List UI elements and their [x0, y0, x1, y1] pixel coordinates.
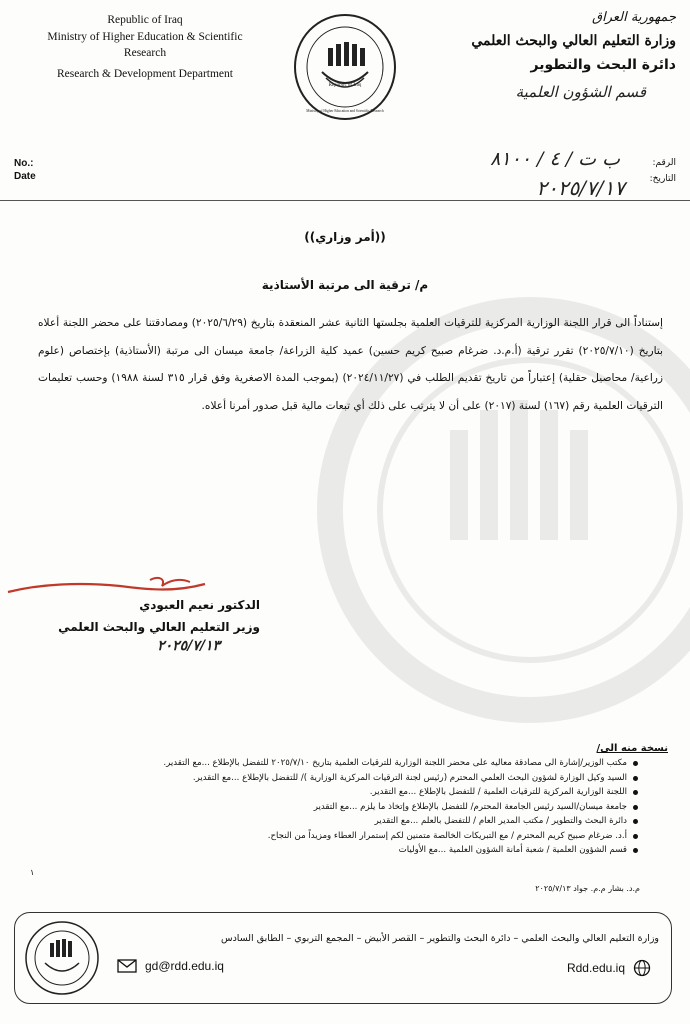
- header-republic: جمهورية العراق: [592, 10, 676, 25]
- header-en-line: Republic of Iraq: [107, 14, 183, 26]
- globe-icon: [633, 959, 651, 977]
- email-text: gd@rdd.edu.iq: [145, 959, 224, 973]
- date-label: Date: [14, 171, 36, 182]
- typist-line: م.د. بشار م.م. جواد ٢٠٢٥/٧/١٣: [535, 884, 640, 893]
- ref-number: ب ت / ٤ / ٨١٠٠: [490, 148, 620, 170]
- list-item: أ.د. ضرغام صبيح كريم المحترم / مع التبريكات الخالصة متمنين لكم إستمرار العطاء ومزيداً من النجاح.: [90, 829, 638, 844]
- no-label: No.:: [14, 158, 34, 169]
- envelope-icon: [117, 959, 137, 973]
- list-item: دائرة البحث والتطوير / مكتب المدير العام / للتفضل بالعلم ...مع التقدير: [90, 814, 638, 829]
- order-title: ((أمر وزاري)): [304, 230, 386, 244]
- bullet-icon: [633, 819, 638, 824]
- bullet-icon: [633, 848, 638, 853]
- copies-list: [90, 756, 638, 858]
- document-date: ٢٠٢٥/٧/١٧: [536, 176, 625, 200]
- list-item: قسم الشؤون العلمية / شعبة أمانة الشؤون العلمية ...مع الأوليات: [90, 843, 638, 858]
- footer-seal: [23, 919, 101, 997]
- list-item: اللجنة الوزارية المركزية للترقيات العلمية / للتفضل بالإطلاع ...مع التقدير.: [90, 785, 638, 800]
- header-section: قسم الشؤون العلمية: [515, 83, 646, 101]
- seal-text: Ministry of Higher Education and Scientific Research: [306, 109, 384, 113]
- subject-line: م/ ترقية الى مرتبة الأستاذية: [261, 278, 429, 292]
- seal-text: Republic of Iraq: [328, 83, 362, 88]
- bullet-icon: [633, 776, 638, 781]
- body-paragraph: إستناداً الى قرار اللجنة الوزارية المركزية للترقيات العلمية بجلستها الثانية عشر المنعقدة بتاريخ (٢٠٢٥/٦/٢٩) ومصادقتنا على محضر اللجنة أعلاه بتاريخ (٢٠٢٥/٧/١٠) تقرر ترقية (أ.م.د. ضرغام صبيح كريم حسين) عميد كلية الزراعة/ جامعة ميسان الى مرتبة (الأستاذية) بإختصاص (علوم زراعية/ محاصيل حقلية) إعتباراً من تاريخ تقديم الطلب في (٢٠٢٤/١١/٢٧) (بموجب المدة الاصغرية وفق قرار ٣١٥ لسنة ١٩٨٨) وحسب تعليمات الترقيات العلمية رقم (١٦٧) لسنة (٢٠١٧) على أن لا يترتب على ذلك أي تبعات مالية قبل صدور أمرنا أعلاه.: [38, 317, 664, 412]
- signature-block: [60, 598, 260, 654]
- footer-address: وزارة التعليم العالي والبحث العلمي – دائرة البحث والتطوير – القصر الأبيض – المجمع التربوي – الطابق السادس: [220, 933, 659, 944]
- header-en-line: Research & Development Department: [57, 68, 233, 81]
- header-department: دائرة البحث والتطوير: [530, 57, 676, 73]
- bullet-icon: [633, 834, 638, 839]
- copies-heading: نسخة منه الى/: [596, 743, 668, 754]
- signatory-title: وزير التعليم العالي والبحث العلمي: [58, 620, 260, 634]
- signatory-name: الدكتور نعيم العبودي: [139, 598, 260, 612]
- footer-email[interactable]: [117, 959, 224, 973]
- footer-website[interactable]: [567, 959, 651, 977]
- list-item: السيد وكيل الوزارة لشؤون البحث العلمي المحترم (رئيس لجنة الترقيات المركزية الوزارية )/ للتفضل بالإطلاع ...مع التقدير.: [90, 771, 638, 786]
- header-divider: [0, 200, 690, 201]
- header-en-line: Ministry of Higher Education & Scientific: [47, 30, 243, 43]
- website-text: Rdd.edu.iq: [566, 961, 625, 975]
- list-item: مكتب الوزير/إشارة الى مصادقة معاليه على محضر اللجنة الوزارية للترقيات العلمية بتاريخ ٢٠٢٥/٧/١٠ للتفضل بالإطلاع ...مع التقدير.: [90, 756, 638, 771]
- date-label-ar: التاريخ:: [649, 174, 676, 184]
- bullet-icon: [633, 761, 638, 766]
- ministry-seal: [292, 12, 398, 122]
- bullet-icon: [633, 805, 638, 810]
- page-number: ١: [30, 868, 35, 877]
- footer-box: [14, 912, 672, 1004]
- header-ministry: وزارة التعليم العالي والبحث العلمي: [471, 33, 676, 49]
- list-item: جامعة ميسان/السيد رئيس الجامعة المحترم/ للتفضل بالإطلاع وإتخاذ ما يلزم ...مع التقدير: [90, 800, 638, 815]
- header-english: [10, 12, 280, 83]
- signature-date: ٢٠٢٥/٧/١٣: [157, 638, 220, 654]
- header-en-line: Research: [123, 47, 167, 60]
- header-arabic: [436, 10, 676, 101]
- ref-label: الرقم:: [652, 158, 676, 168]
- bullet-icon: [633, 790, 638, 795]
